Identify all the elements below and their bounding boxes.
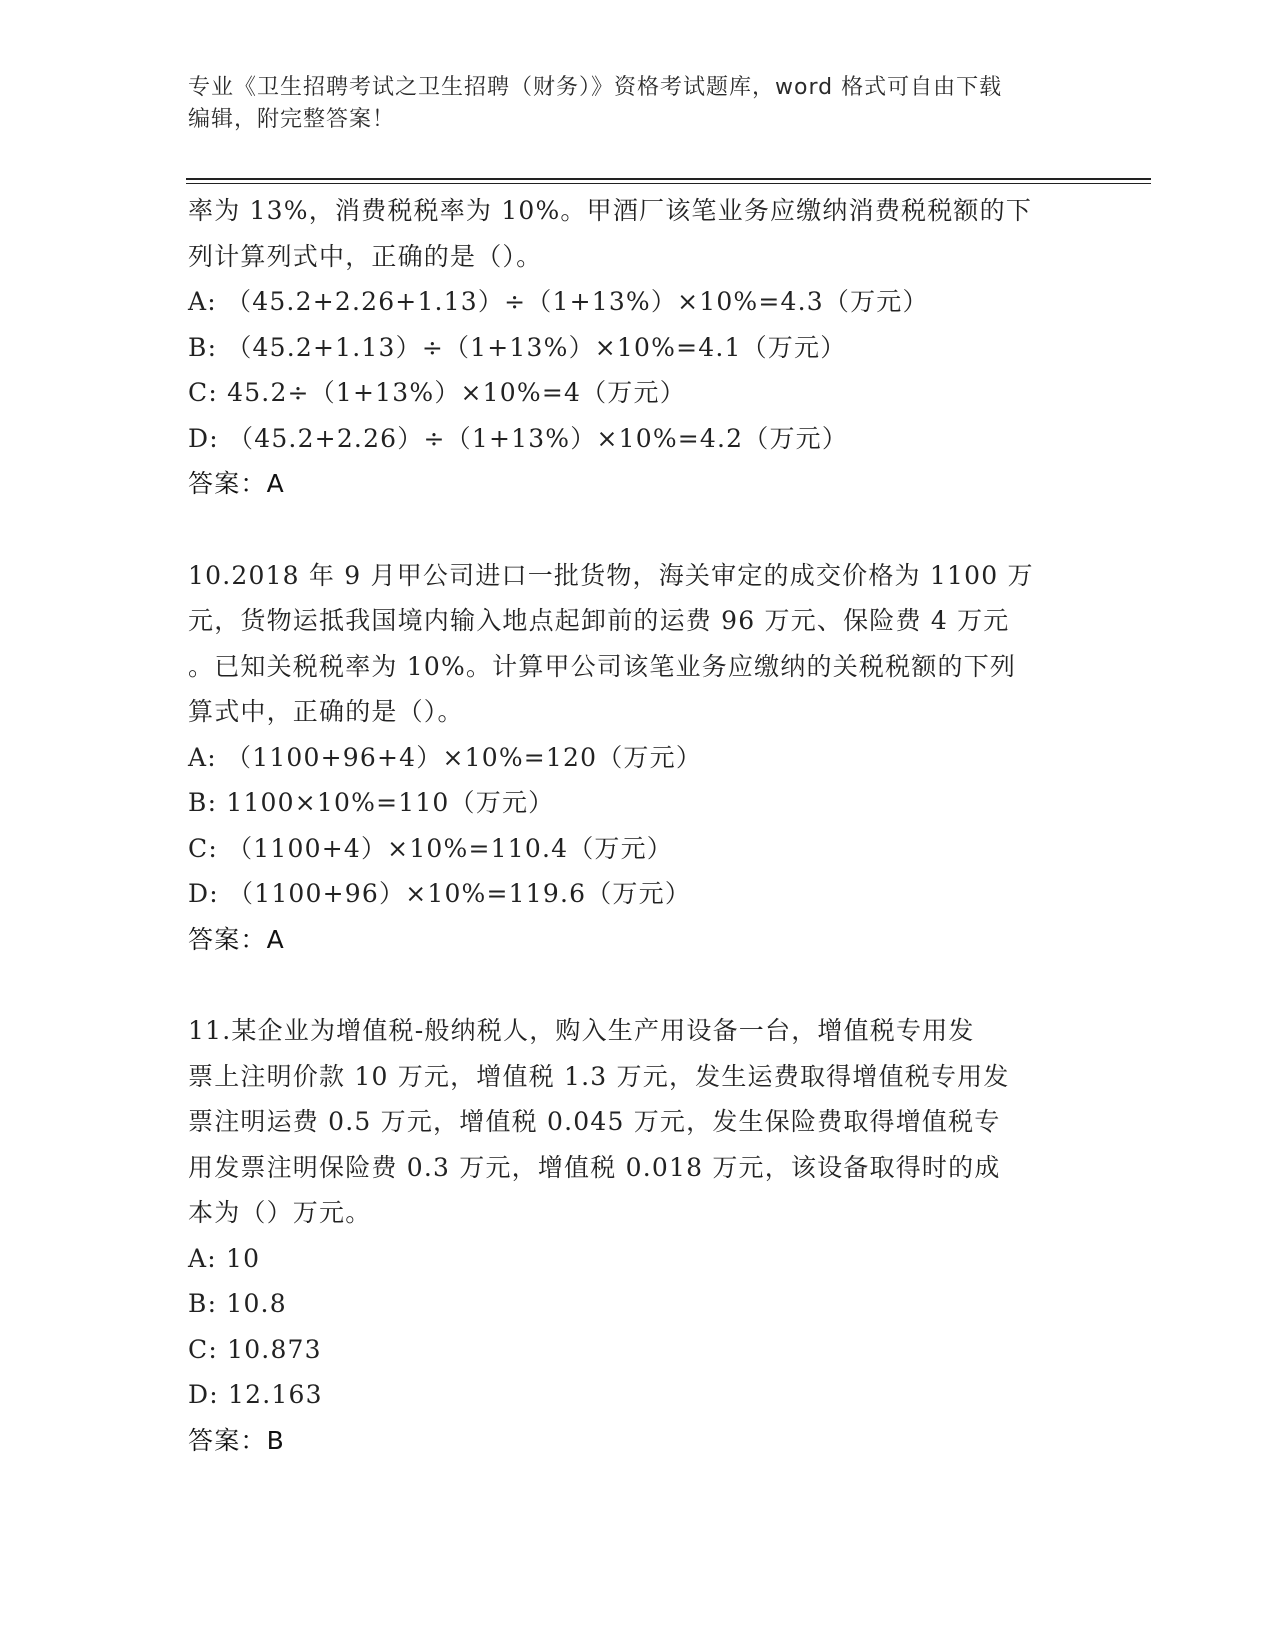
question-stem-line: 票注明运费 0.5 万元，增值税 0.045 万元，发生保险费取得增值税专 bbox=[188, 1107, 1001, 1136]
option-d: D: （45.2+2.26）÷（1+13%）×10%=4.2（万元） bbox=[188, 423, 849, 453]
option-b: B: （45.2+1.13）÷（1+13%）×10%=4.1（万元） bbox=[188, 332, 847, 362]
option-c: C: 45.2÷（1+13%）×10%=4（万元） bbox=[188, 378, 686, 407]
option-a: A: （1100+96+4）×10%=120（万元） bbox=[188, 742, 703, 772]
question-stem-line: 票上注明价款 10 万元，增值税 1.3 万元，发生运费取得增值税专用发 bbox=[188, 1061, 1010, 1091]
answer: 答案：A bbox=[188, 924, 285, 954]
option-a: A: （45.2+2.26+1.13）÷（1+13%）×10%=4.3（万元） bbox=[188, 287, 929, 316]
question-stem-line: 元，货物运抵我国境内输入地点起卸前的运费 96 万元、保险费 4 万元 bbox=[188, 606, 1010, 635]
question-stem-line: 率为 13%，消费税税率为 10%。甲酒厂该笔业务应缴纳消费税税额的下 bbox=[188, 196, 1033, 225]
answer: 答案：A bbox=[188, 469, 285, 498]
option-b: B: 10.8 bbox=[188, 1289, 287, 1318]
question-list bbox=[188, 188, 1088, 1463]
question-stem-line: 用发票注明保险费 0.3 万元，增值税 0.018 万元，该设备取得时的成 bbox=[188, 1152, 1001, 1182]
header-divider bbox=[186, 178, 1151, 180]
page-header bbox=[188, 72, 1088, 136]
question-stem-line: 10.2018 年 9 月甲公司进口一批货物，海关审定的成交价格为 1100 万 bbox=[188, 560, 1034, 590]
header-divider-thin bbox=[186, 183, 1151, 184]
option-b: B: 1100×10%=110（万元） bbox=[188, 788, 555, 817]
option-a: A: 10 bbox=[188, 1243, 261, 1273]
question-9 bbox=[188, 188, 1088, 507]
option-d: D: （1100+96）×10%=119.6（万元） bbox=[188, 879, 692, 908]
header-line-2: 编辑，附完整答案！ bbox=[188, 107, 396, 132]
answer: 答案：B bbox=[188, 1425, 285, 1455]
question-11 bbox=[188, 1008, 1088, 1463]
option-c: C: 10.873 bbox=[188, 1334, 322, 1364]
question-stem-line: 。已知关税税率为 10%。计算甲公司该笔业务应缴纳的关税税额的下列 bbox=[188, 651, 1017, 681]
question-stem-line: 列计算列式中，正确的是（）。 bbox=[188, 241, 543, 271]
question-stem-line: 算式中，正确的是（）。 bbox=[188, 697, 464, 726]
header-line-1: 专业《卫生招聘考试之卫生招聘（财务）》资格考试题库，word 格式可自由下载 bbox=[188, 75, 1003, 100]
question-stem-line: 本为（）万元。 bbox=[188, 1198, 372, 1227]
question-10 bbox=[188, 553, 1088, 963]
option-c: C: （1100+4）×10%=110.4（万元） bbox=[188, 833, 674, 863]
option-d: D: 12.163 bbox=[188, 1380, 323, 1409]
question-stem-line: 11.某企业为增值税-般纳税人，购入生产用设备一台，增值税专用发 bbox=[188, 1016, 975, 1045]
